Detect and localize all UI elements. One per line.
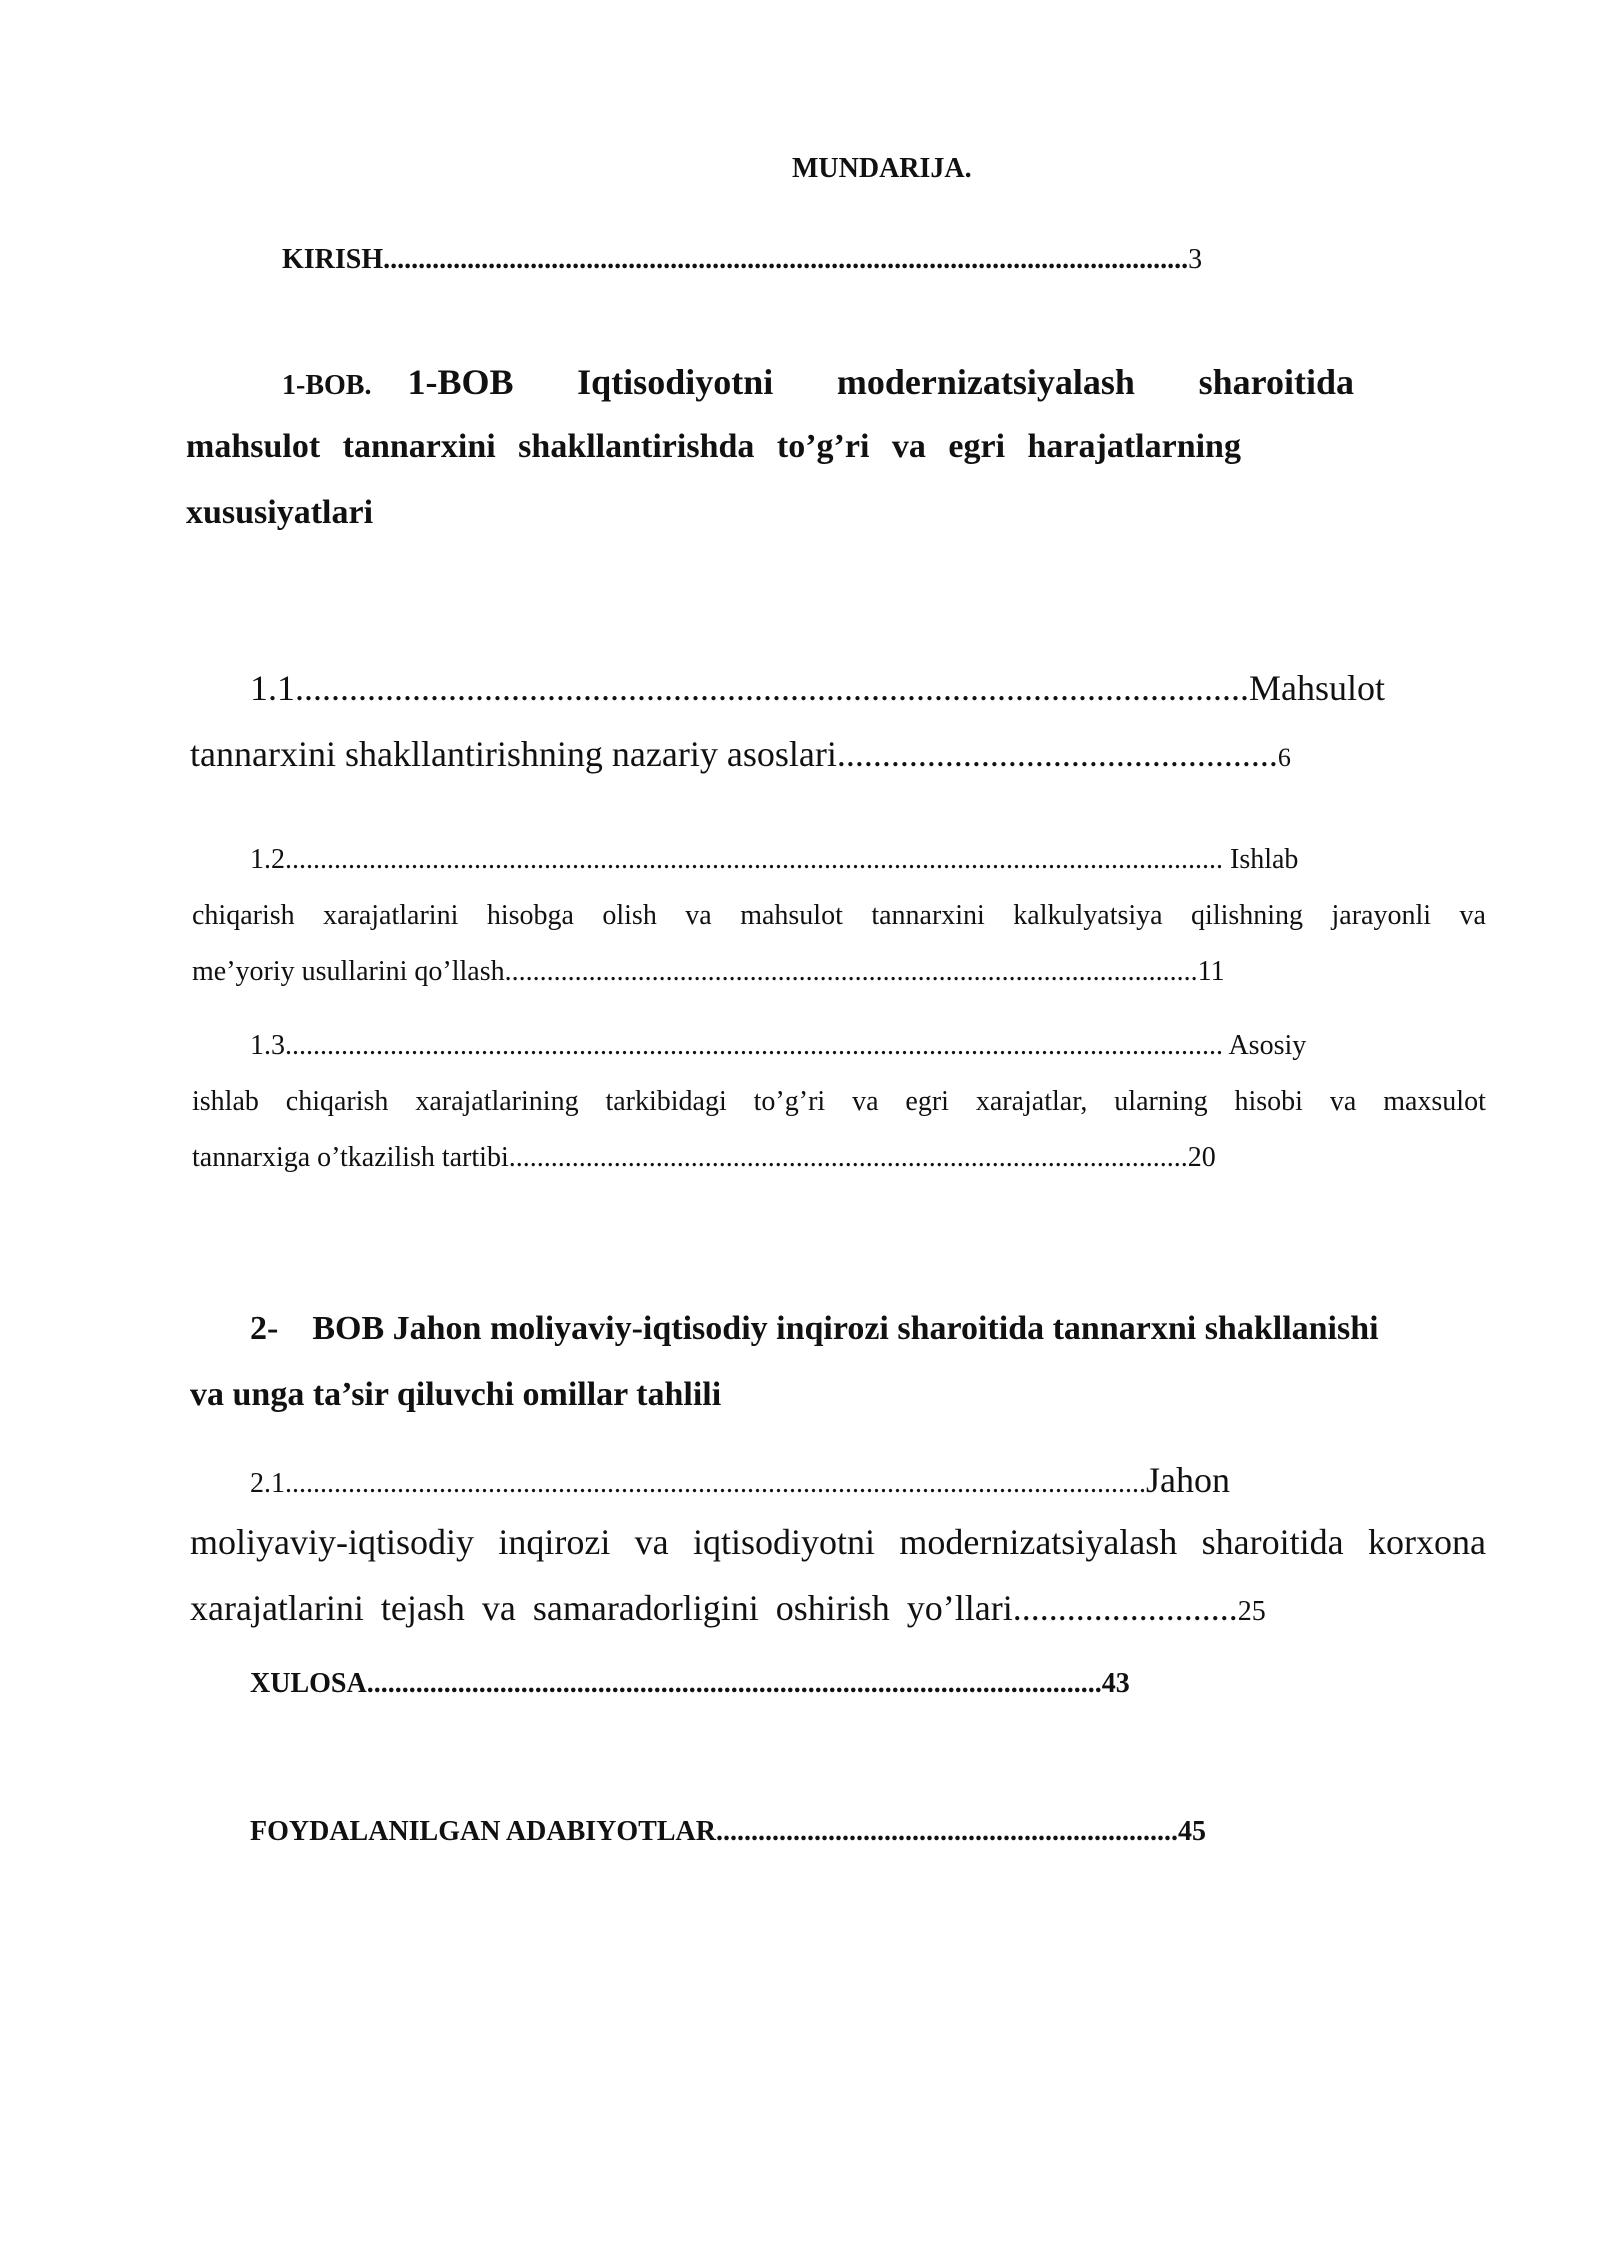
word: to’g’ri — [753, 1086, 826, 1117]
word: va — [852, 1086, 879, 1117]
word: xarajatlarining — [415, 1086, 579, 1117]
toc-entry-1-2[interactable]: 1.2...................................................................................................................................... Ishlab — [250, 846, 1299, 874]
word: va — [634, 1522, 669, 1562]
word: va — [1329, 1086, 1357, 1117]
toc-entry-1-2-line-2 — [192, 902, 1486, 930]
dot-leader: ................................................................................................................... — [383, 244, 1189, 275]
word: modernizatsiyalash — [899, 1522, 1178, 1562]
toc-entry-1-3-line-3: tannarxiga o’tkazilish tartibi.................................................................................................20 — [192, 1142, 1216, 1173]
chapter-1-heading-line-3: xususiyatlari — [186, 494, 374, 531]
word: qilishning — [1191, 900, 1304, 931]
word: sharoitida — [1201, 1522, 1344, 1562]
toc-page-number: 11 — [1197, 956, 1225, 987]
word: kalkulyatsiya — [1013, 900, 1163, 931]
word: iqtisodiyotni — [693, 1522, 876, 1562]
toc-entry-kirish[interactable] — [282, 246, 1396, 274]
word: chiqarish — [192, 900, 295, 931]
word: ularning — [1114, 1086, 1208, 1117]
chapter-1-heading-line-2: mahsulot tannarxini shakllantirishda to’g’ri va egri harajatlarning — [186, 428, 1241, 465]
toc-entry-2-1[interactable]: 2.1...........................................................................................................................Jahon — [250, 1462, 1230, 1498]
toc-entry-label: FOYDALANILGAN ADABIYOTLAR — [250, 1816, 716, 1847]
toc-entry-2-1-line-3: xarajatlarini tejash va samaradorligini oshirish yo’llari.........................25 — [190, 1588, 1266, 1628]
dot-leader: ........................................................................................................................... — [285, 1468, 1146, 1498]
dot-leader: ...................................................................................................................................... — [285, 1032, 1223, 1060]
dot-leader: ................................................................................................. — [508, 1142, 1188, 1173]
toc-entry-label: XULOSA — [250, 1668, 367, 1699]
dot-leader: ................................................. — [836, 734, 1278, 774]
word: ishlab — [192, 1086, 259, 1117]
word: xarajatlar, — [975, 1086, 1088, 1117]
word: hisobga — [486, 900, 574, 931]
word: olish — [602, 900, 657, 931]
chapter-prefix: 2- — [250, 1310, 279, 1347]
chapter-2-heading-line-1[interactable]: 2- BOB Jahon moliyaviy-iqtisodiy inqirozi sharoitida tannarxni shakllanishi — [250, 1310, 1379, 1347]
word: moliyaviy-iqtisodiy — [190, 1522, 474, 1562]
word: va — [685, 900, 712, 931]
chapter-prefix: 1-BOB. — [282, 370, 372, 401]
toc-page-number: 6 — [1277, 743, 1291, 772]
toc-page-number: 43 — [1101, 1668, 1130, 1699]
toc-page-number: 20 — [1187, 1142, 1216, 1173]
dot-leader: ......................... — [1012, 1588, 1238, 1628]
toc-page-number: 45 — [1177, 1816, 1206, 1847]
toc-entry-references[interactable] — [250, 1818, 1206, 1846]
dot-leader: .......................................................................................................... — [295, 670, 1249, 706]
word: tannarxini — [871, 900, 985, 931]
word: korxona — [1367, 1522, 1486, 1562]
toc-entry-1-1-line-2: tannarxini shakllantirishning nazariy asoslari.................................................6 — [190, 734, 1291, 774]
toc-entry-label: KIRISH — [282, 244, 384, 275]
word: chiqarish — [285, 1086, 389, 1117]
dot-leader: ......................................................................................................... — [366, 1668, 1102, 1699]
word: inqirozi — [498, 1522, 611, 1562]
dot-leader: ...................................................................................................................................... — [285, 846, 1223, 874]
toc-entry-1-3[interactable]: 1.3...................................................................................................................................... Asosiy — [250, 1032, 1307, 1060]
toc-title: MUNDARIJA. — [792, 153, 972, 184]
word: tarkibidagi — [605, 1086, 727, 1117]
word: jarayonli — [1331, 900, 1432, 931]
chapter-1-heading-line-1[interactable]: 1-BOB. 1-BOB Iqtisodiyotni modernizatsiyalash sharoitida — [282, 362, 1354, 402]
toc-entry-1-3-line-2 — [192, 1088, 1486, 1116]
word: hisobi — [1234, 1086, 1303, 1117]
chapter-2-heading-line-2: va unga ta’sir qiluvchi omillar tahlili — [190, 1376, 722, 1413]
word: mahsulot — [740, 900, 843, 931]
toc-entry-1-1[interactable]: 1.1..........................................................................................................Mahsulot — [250, 670, 1386, 706]
dot-leader: ................................................................................................... — [504, 956, 1198, 987]
toc-entry-xulosa[interactable] — [250, 1670, 1130, 1698]
toc-page-number: 25 — [1237, 1596, 1266, 1627]
toc-entry-1-2-line-3: me’yoriy usullarini qo’llash...................................................................................................11 — [192, 956, 1225, 987]
toc-page-number: 3 — [1188, 244, 1203, 275]
dot-leader: .................................................................. — [715, 1816, 1178, 1847]
word: va — [1459, 900, 1486, 931]
toc-entry-2-1-line-2 — [190, 1524, 1486, 1560]
word: egri — [905, 1086, 949, 1117]
word: maxsulot — [1383, 1086, 1486, 1117]
word: xarajatlarini — [323, 900, 459, 931]
